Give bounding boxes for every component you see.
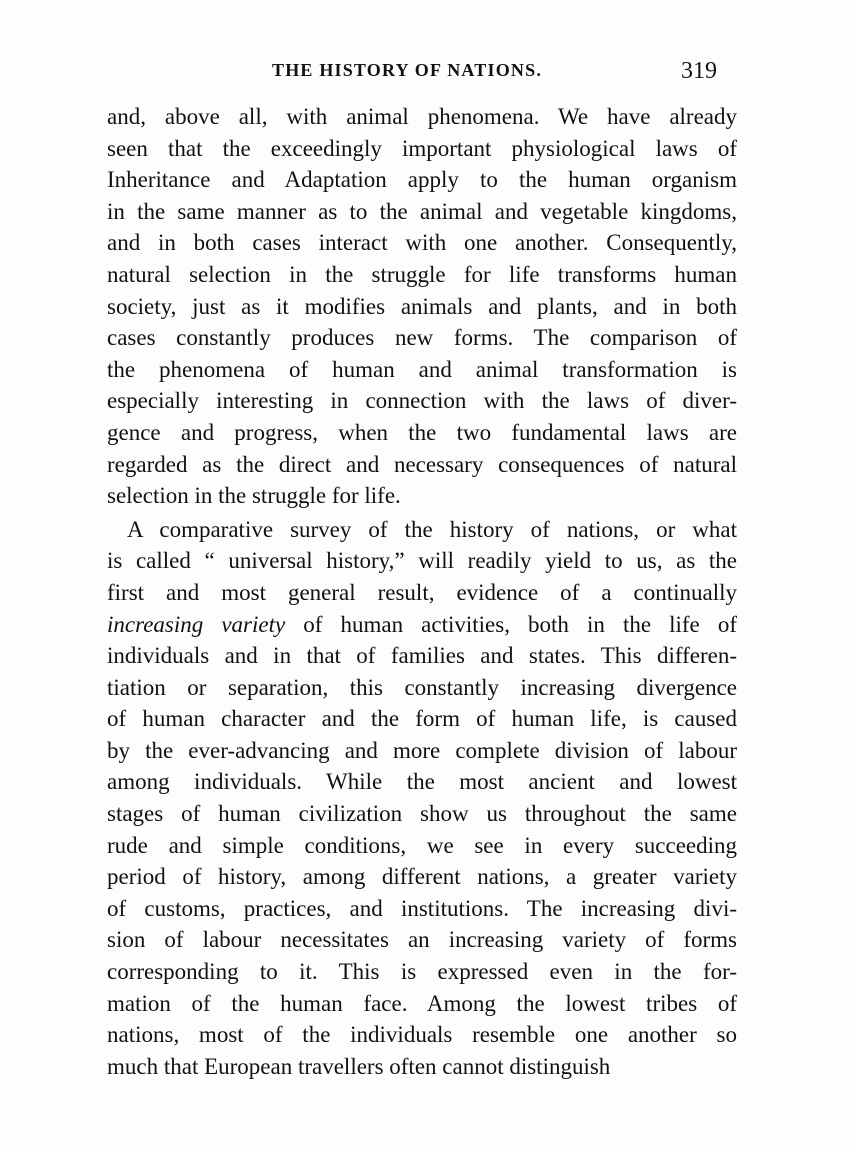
running-head: THE HISTORY OF NATIONS. xyxy=(272,60,543,80)
body-text xyxy=(107,101,737,1082)
text-segment: period of history, among different nations, a greater variety xyxy=(107,864,737,890)
text-line xyxy=(107,227,737,259)
text-segment: rude and simple conditions, we see in every succeeding xyxy=(107,832,737,858)
text-segment: corresponding to it. This is expressed even in the for- xyxy=(107,959,737,985)
text-line xyxy=(107,196,737,228)
text-line xyxy=(107,164,737,196)
text-line xyxy=(107,861,737,893)
text-segment: gence and progress, when the two fundamental laws are xyxy=(107,419,737,445)
text-segment: natural selection in the struggle for life transforms human xyxy=(107,261,737,287)
text-segment: individuals and in that of families and states. This differen- xyxy=(107,643,737,669)
text-line xyxy=(107,354,737,386)
text-segment: Inheritance and Adaptation apply to the human organism xyxy=(107,167,737,193)
text-line xyxy=(107,545,737,577)
text-segment: nations, most of the individuals resemble one another so xyxy=(107,1022,737,1048)
text-segment: seen that the exceedingly important physiological laws of xyxy=(107,135,737,161)
text-line xyxy=(107,322,737,354)
text-segment: of customs, practices, and institutions. The increasing divi- xyxy=(107,895,737,921)
text-line xyxy=(107,766,737,798)
text-line xyxy=(107,956,737,988)
paragraph xyxy=(107,101,737,512)
text-segment: of human activities, both in the life of xyxy=(285,611,737,637)
text-segment: much that European travellers often cannot distinguish xyxy=(107,1053,611,1079)
text-segment: cases constantly produces new forms. The comparison of xyxy=(107,325,737,351)
text-segment: first and most general result, evidence of a continually xyxy=(107,579,737,605)
text-line xyxy=(107,830,737,862)
text-line xyxy=(107,640,737,672)
text-line xyxy=(107,672,737,704)
text-segment: tiation or separation, this constantly increasing divergence xyxy=(107,674,737,700)
paragraph xyxy=(107,514,737,1083)
text-line xyxy=(107,385,737,417)
italic-text: increasing variety xyxy=(107,611,286,637)
text-segment: among individuals. While the most ancient and lowest xyxy=(107,769,737,795)
text-segment: the phenomena of human and animal transformation is xyxy=(107,356,737,382)
text-line xyxy=(107,609,737,641)
text-line xyxy=(107,703,737,735)
text-segment: mation of the human face. Among the lowest tribes of xyxy=(107,990,737,1016)
page-number: 319 xyxy=(681,58,717,84)
text-line xyxy=(107,133,737,165)
text-segment: of human character and the form of human life, is caused xyxy=(107,706,737,732)
text-segment: regarded as the direct and necessary consequences of natural xyxy=(107,451,737,477)
text-line xyxy=(107,101,737,133)
text-line xyxy=(107,893,737,925)
text-segment: especially interesting in connection with the laws of diver- xyxy=(107,388,737,414)
text-line xyxy=(107,291,737,323)
text-line xyxy=(107,1019,737,1051)
text-line xyxy=(107,449,737,481)
text-segment: and in both cases interact with one another. Consequently, xyxy=(107,230,737,256)
text-line xyxy=(107,259,737,291)
text-segment: in the same manner as to the animal and vegetable kingdoms, xyxy=(107,198,737,224)
text-line xyxy=(107,1051,737,1083)
text-segment: by the ever-advancing and more complete division of labour xyxy=(107,737,737,763)
text-segment: selection in the struggle for life. xyxy=(107,483,401,509)
text-line xyxy=(107,988,737,1020)
text-segment: stages of human civilization show us throughout the same xyxy=(107,801,737,827)
text-segment: society, just as it modifies animals and plants, and in both xyxy=(107,293,737,319)
text-line xyxy=(107,735,737,767)
text-segment: sion of labour necessitates an increasing variety of forms xyxy=(107,927,737,953)
text-line xyxy=(107,577,737,609)
text-line xyxy=(107,417,737,449)
text-line xyxy=(107,798,737,830)
text-line xyxy=(107,480,737,512)
text-segment: is called “ universal history,” will readily yield to us, as the xyxy=(107,548,737,574)
text-segment: and, above all, with animal phenomena. We have already xyxy=(107,104,737,129)
text-line xyxy=(107,514,737,546)
text-line xyxy=(107,924,737,956)
text-segment: A comparative survey of the history of nations, or what xyxy=(127,516,737,542)
